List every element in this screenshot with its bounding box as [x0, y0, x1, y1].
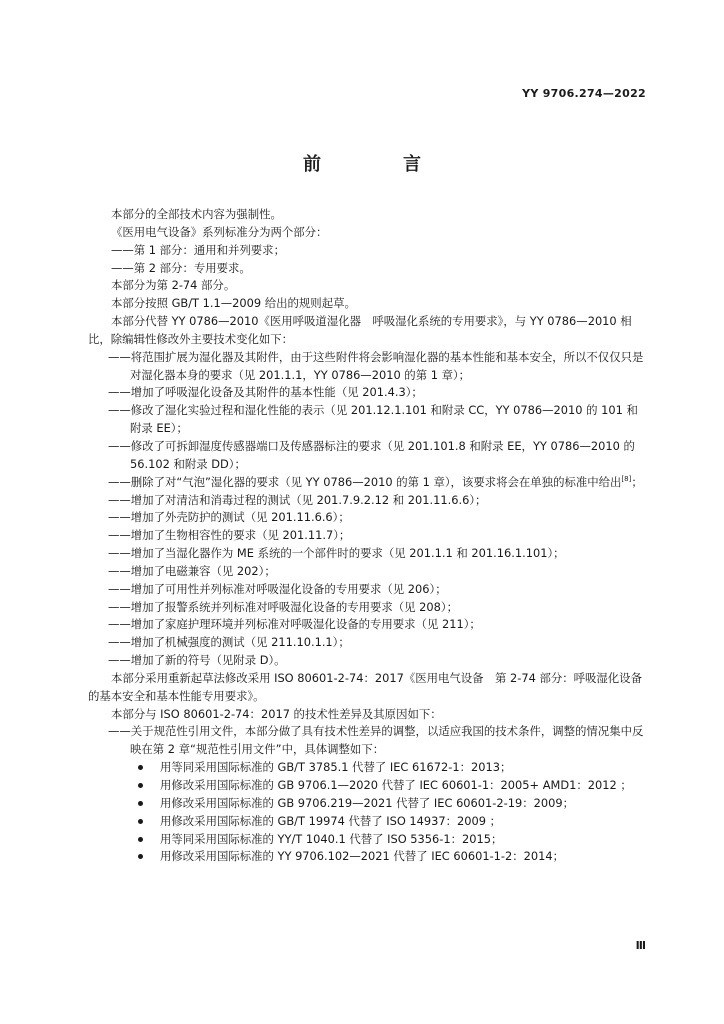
paragraph: 《医用电气设备》系列标准分为两个部分：: [111, 224, 328, 239]
bullet-dot-icon: [138, 854, 143, 859]
change-item: [88, 474, 648, 492]
bullet-dot-icon: [138, 783, 143, 788]
document-code: YY 9706.274—2022: [522, 87, 646, 100]
change-item: ——增加了可用性并列标准对呼吸湿化设备的专用要求（见 206）；: [108, 581, 447, 596]
page-number: Ⅲ: [635, 939, 646, 952]
bullet-text: 用修改采用国际标准的 GB/T 19974 代替了 ISO 14937：2009 ；: [160, 813, 502, 828]
change-item: ——增加了家庭护理环境并列标准对呼吸湿化设备的专用要求（见 211）；: [108, 617, 481, 632]
bullet-item: [88, 777, 648, 795]
change-item: ——修改了可拆卸湿度传感器端口及传感器标注的要求（见 201.101.8 和附录 EE，YY 0786—2010 的 56.102 和附录 DD）；: [108, 438, 635, 471]
paragraph: 本部分为第 2-74 部分。: [111, 278, 236, 293]
change-item: ——将范围扩展为湿化器及其附件，由于这些附件将会影响湿化器的基本性能和基本安全，所以不仅仅只是对湿化器本身的要求（见 201.1.1，YY 0786—2010 的第 1 章）；: [108, 349, 644, 382]
change-item: ——增加了当湿化器作为 ME 系统的一个部件时的要求（见 201.1.1 和 201.16.1.101）；: [108, 546, 565, 561]
adoption-paragraph: 本部分采用重新起草法修改采用 ISO 80601-2-74：2017《医用电气设备 第 2-74 部分：呼吸湿化设备的基本安全和基本性能专用要求》。: [88, 670, 642, 703]
change-item: ——增加了报警系统并列标准对呼吸湿化设备的专用要求（见 208）；: [108, 599, 458, 614]
bullet-item: [88, 848, 648, 866]
change-item: ——增加了对清洁和消毒过程的测试（见 201.7.9.2.12 和 201.11.6.6）；: [108, 492, 487, 507]
paragraph: 本部分按照 GB/T 1.1—2009 给出的规则起草。: [111, 296, 356, 311]
change-item: ——增加了电磁兼容（见 202）；: [108, 563, 276, 578]
change-item: ——增加了外壳防护的测试（见 201.11.6.6）；: [108, 510, 350, 525]
bullet-item: [88, 831, 648, 849]
bullet-text: 用修改采用国际标准的 GB 9706.1—2020 代替了 IEC 60601-1：2005+ AMD1：2012 ；: [160, 778, 632, 792]
bullet-item: [88, 795, 648, 813]
paragraph: ——第 2 部分：专用要求。: [111, 260, 251, 275]
change-tail: ；: [631, 474, 643, 489]
page-title: 前 言: [303, 154, 453, 175]
difference-intro: 本部分与 ISO 80601-2-74：2017 的技术性差异及其原因如下：: [111, 706, 442, 721]
bullet-dot-icon: [138, 801, 143, 806]
change-text: ——删除了对“气泡”湿化器的要求（见 YY 0786—2010 的第 1 章），该要求将会在单独的标准中给出: [108, 474, 622, 489]
bullet-text: 用修改采用国际标准的 GB 9706.219—2021 代替了 IEC 60601-2-19：2009；: [160, 795, 575, 810]
change-item: ——增加了呼吸湿化设备及其附件的基本性能（见 201.4.3）；: [108, 385, 423, 400]
bullet-dot-icon: [138, 837, 143, 842]
change-item: ——修改了湿化实验过程和湿化性能的表示（见 201.12.1.101 和附录 CC，YY 0786—2010 的 101 和附录 EE）；: [108, 403, 638, 436]
bullet-item: [88, 813, 648, 831]
paragraph: 本部分代替 YY 0786—2010《医用呼吸道湿化器 呼吸湿化系统的专用要求》，与 YY 0786—2010 相比，除编辑性修改外主要技术变化如下：: [88, 314, 632, 346]
paragraph: ——第 1 部分：通用和并列要求；: [111, 242, 285, 257]
bullet-dot-icon: [138, 765, 143, 770]
change-item: ——增加了生物相容性的要求（见 201.11.7）；: [108, 528, 351, 543]
bullet-text: 用等同采用国际标准的 GB/T 3785.1 代替了 IEC 61672-1：2013；: [160, 760, 512, 775]
bullet-dot-icon: [138, 819, 143, 824]
change-item: ——增加了机械强度的测试（见 211.10.1.1）；: [108, 635, 350, 650]
foreword-body: [88, 206, 648, 866]
paragraph: 本部分的全部技术内容为强制性。: [111, 207, 282, 221]
bullet-text: 用修改采用国际标准的 YY 9706.102—2021 代替了 IEC 60601-1-2：2014；: [160, 849, 565, 864]
bullet-item: [88, 759, 648, 777]
reference-mark: [8]: [621, 474, 632, 483]
change-item: ——增加了新的符号（见附录 D）。: [108, 653, 286, 668]
bullet-text: 用等同采用国际标准的 YY/T 1040.1 代替了 ISO 5356-1：2015；: [160, 831, 503, 846]
difference-item: ——关于规范性引用文件，本部分做了具有技术性差异的调整，以适应我国的技术条件，调整的情况集中反映在第 2 章“规范性引用文件”中，具体调整如下：: [108, 724, 644, 757]
